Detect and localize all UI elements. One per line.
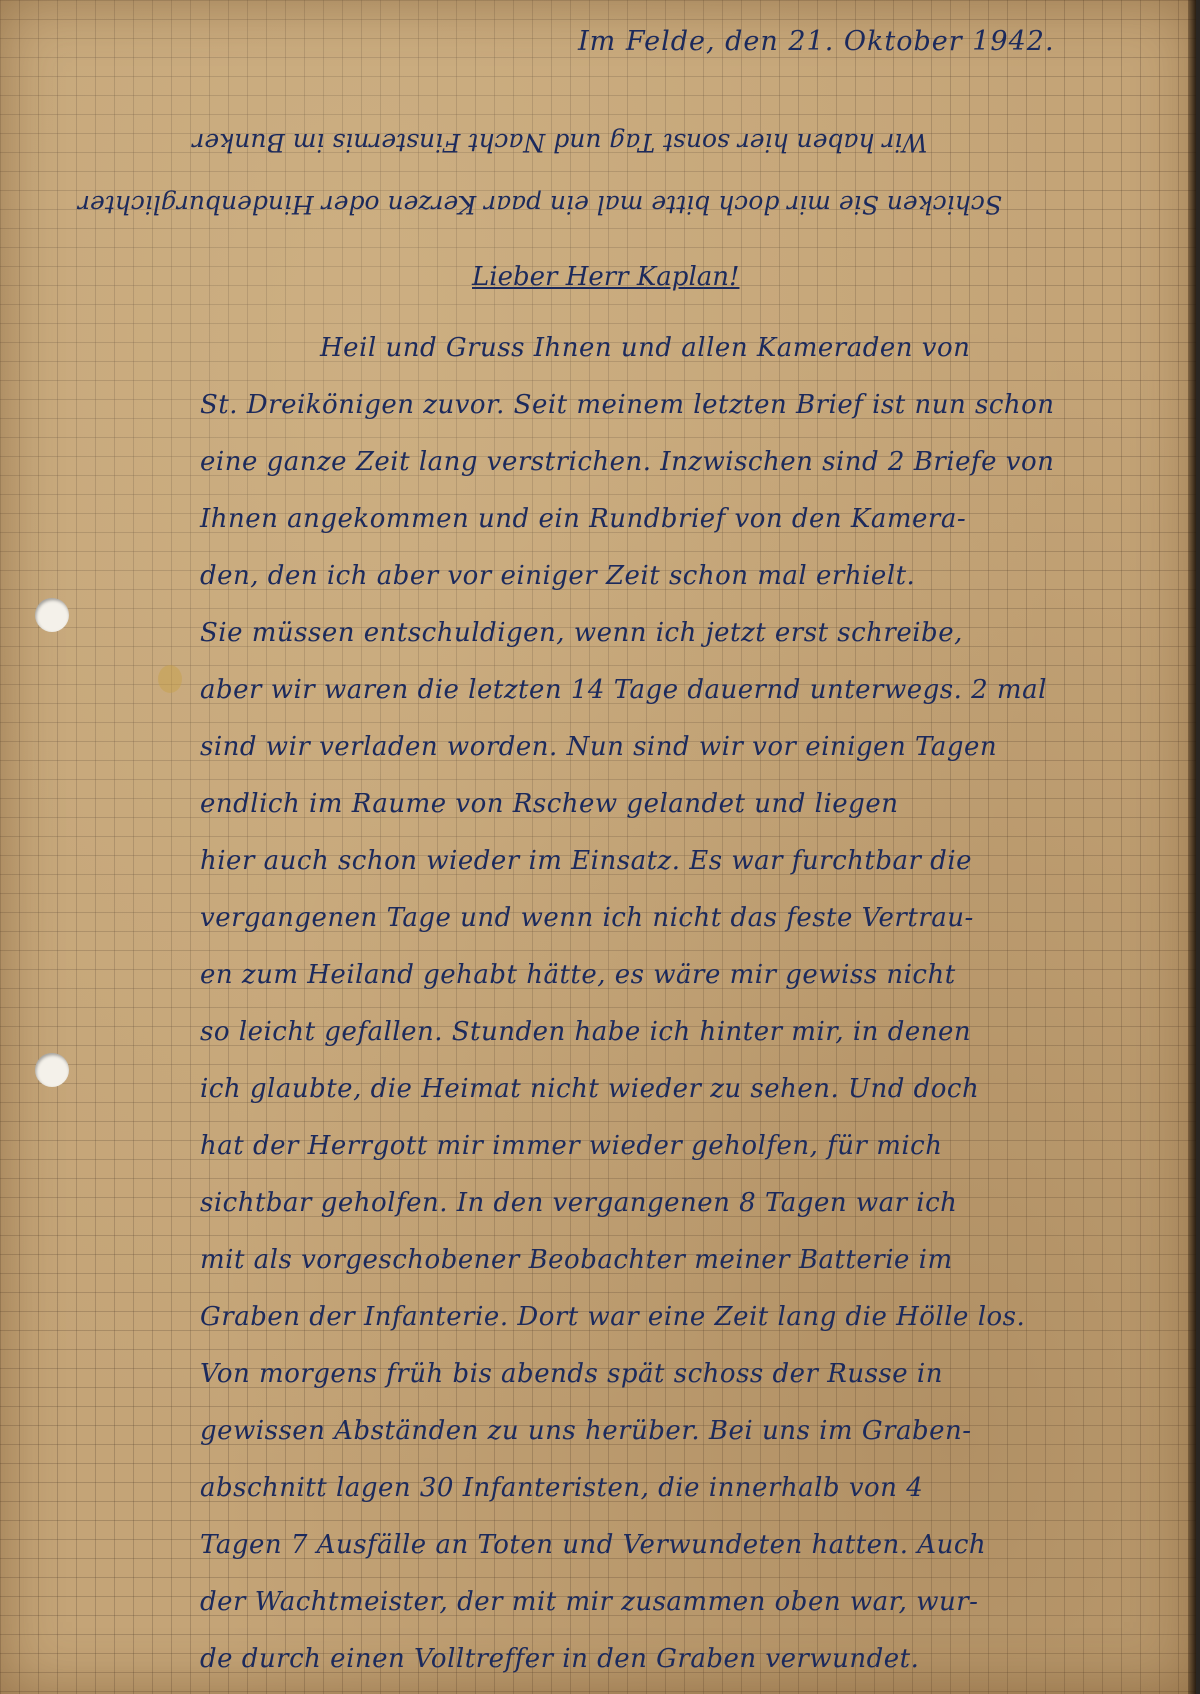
dateline: Im Felde, den 21. Oktober 1942. <box>578 26 1055 57</box>
letter-line: sichtbar geholfen. In den vergangenen 8 Tagen war ich <box>200 1188 958 1218</box>
letter-line: gewissen Abständen zu uns herüber. Bei uns im Graben- <box>200 1416 972 1446</box>
salutation: Lieber Herr Kaplan! <box>472 262 740 292</box>
upside-down-note-line-2: Schicken Sie mir doch bitte mal ein paar Kerzen oder Hindenburglichter <box>78 190 1002 219</box>
letter-line: St. Dreikönigen zuvor. Seit meinem letzten Brief ist nun schon <box>200 390 1055 420</box>
letter-line: den, den ich aber vor einiger Zeit schon mal erhielt. <box>200 561 916 591</box>
letter-line: aber wir waren die letzten 14 Tage dauernd unterwegs. 2 mal <box>200 675 1047 705</box>
letter-line: Sie müssen entschuldigen, wenn ich jetzt erst schreibe, <box>200 618 963 648</box>
letter-body <box>200 320 1188 1688</box>
letter-line: abschnitt lagen 30 Infanteristen, die innerhalb von 4 <box>200 1473 924 1503</box>
letter-line: en zum Heiland gehabt hätte, es wäre mir gewiss nicht <box>200 960 956 990</box>
paper-edge <box>1188 0 1196 1694</box>
punch-hole-top <box>35 598 69 632</box>
letter-line: so leicht gefallen. Stunden habe ich hinter mir, in denen <box>200 1017 972 1047</box>
letter-line: sind wir verladen worden. Nun sind wir vor einigen Tagen <box>200 732 998 762</box>
letter-line: hier auch schon wieder im Einsatz. Es war furchtbar die <box>200 846 973 876</box>
punch-hole-bottom <box>35 1053 69 1087</box>
letter-line: Tagen 7 Ausfälle an Toten und Verwundeten hatten. Auch <box>200 1530 987 1560</box>
letter-line: hat der Herrgott mir immer wieder geholfen, für mich <box>200 1131 943 1161</box>
letter-line: Graben der Infanterie. Dort war eine Zeit lang die Hölle los. <box>200 1302 1026 1332</box>
letter-line: Ihnen angekommen und ein Rundbrief von den Kamera- <box>200 504 967 534</box>
letter-line: eine ganze Zeit lang verstrichen. Inzwischen sind 2 Briefe von <box>200 447 1055 477</box>
letter-line: vergangenen Tage und wenn ich nicht das feste Vertrau- <box>200 903 974 933</box>
letter-line: ich glaubte, die Heimat nicht wieder zu sehen. Und doch <box>200 1074 980 1104</box>
letter-line: Heil und Gruss Ihnen und allen Kameraden von <box>320 333 971 363</box>
letter-line: der Wachtmeister, der mit mir zusammen oben war, wur- <box>200 1587 979 1617</box>
upside-down-note-line-1: Wir haben hier sonst Tag und Nacht Finsternis im Bunker <box>192 128 928 157</box>
letter-line: endlich im Raume von Rschew gelandet und liegen <box>200 789 899 819</box>
letter-line: Von morgens früh bis abends spät schoss der Russe in <box>200 1359 943 1389</box>
ink-stain <box>158 665 182 693</box>
letter-line: mit als vorgeschobener Beobachter meiner Batterie im <box>200 1245 953 1275</box>
letter-line: de durch einen Volltreffer in den Graben verwundet. <box>200 1644 920 1674</box>
